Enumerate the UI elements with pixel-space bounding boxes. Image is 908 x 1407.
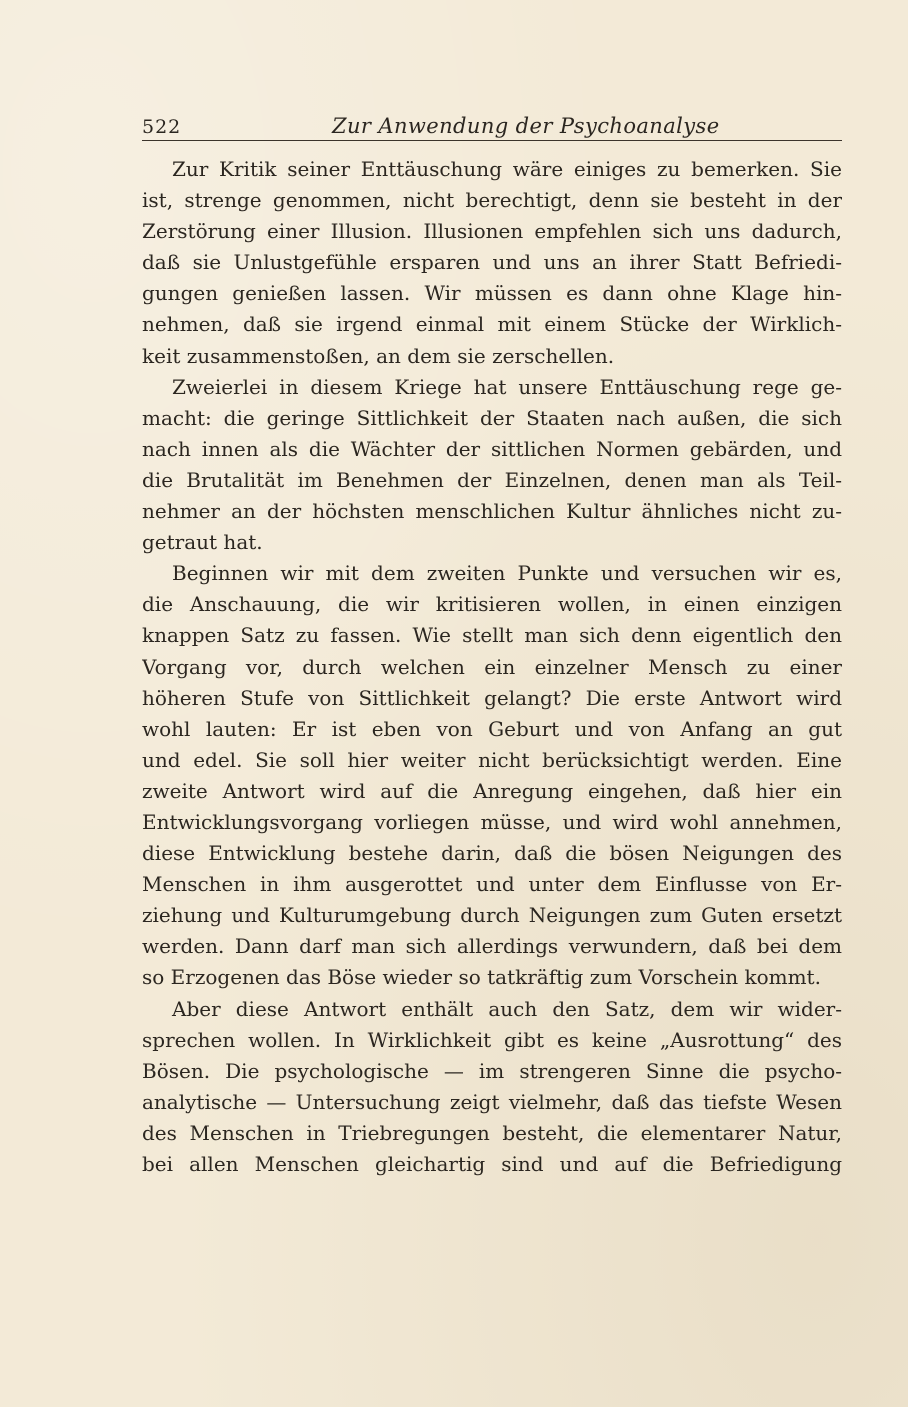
text-line: diese Entwicklung bestehe darin, daß die bösen Neigungen des bbox=[142, 841, 842, 866]
text-line: höheren Stufe von Sittlichkeit gelangt? Die erste Antwort wird bbox=[142, 685, 842, 710]
text-line: macht: die geringe Sittlichkeit der Staaten nach außen, die sich bbox=[142, 405, 842, 430]
text-line: Vorgang vor, durch welchen ein einzelner Mensch zu einer bbox=[142, 654, 842, 679]
text-line: ziehung und Kulturumgebung durch Neigungen zum Guten ersetzt bbox=[142, 903, 842, 928]
text-line: ist, strenge genommen, nicht berechtigt, denn sie besteht in der bbox=[142, 188, 842, 213]
running-head: Zur Anwendung der Psychoanalyse bbox=[332, 114, 720, 138]
text-line: keit zusammenstoßen, an dem sie zerschellen. bbox=[142, 343, 615, 368]
text-line: getraut hat. bbox=[142, 530, 263, 555]
text-line: des Menschen in Triebregungen besteht, die elementarer Natur, bbox=[142, 1120, 842, 1145]
text-line: zweite Antwort wird auf die Anregung eingehen, daß hier ein bbox=[142, 778, 842, 803]
text-line: die Anschauung, die wir kritisieren wollen, in einen einzigen bbox=[142, 592, 842, 617]
text-line: Aber diese Antwort enthält auch den Satz, dem wir wider- bbox=[172, 996, 842, 1021]
text-line: bei allen Menschen gleichartig sind und auf die Befriedigung bbox=[142, 1152, 842, 1176]
text-line: daß sie Unlustgefühle ersparen und uns an ihrer Statt Befriedi- bbox=[142, 250, 842, 275]
text-line: Beginnen wir mit dem zweiten Punkte und versuchen wir es, bbox=[172, 561, 842, 586]
text-line: so Erzogenen das Böse wieder so tatkräftig zum Vorschein kommt. bbox=[142, 965, 821, 990]
text-line: Zur Kritik seiner Enttäuschung wäre einiges zu bemerken. Sie bbox=[172, 157, 842, 181]
text-line: nehmer an der höchsten menschlichen Kultur ähnliches nicht zu- bbox=[142, 499, 842, 524]
text-line: werden. Dann darf man sich allerdings verwundern, daß bei dem bbox=[142, 934, 842, 959]
text-line: analytische — Untersuchung zeigt vielmehr, daß das tiefste Wesen bbox=[142, 1089, 842, 1114]
page-number: 522 bbox=[142, 116, 182, 138]
body-text bbox=[142, 154, 842, 1180]
text-line: knappen Satz zu fassen. Wie stellt man sich denn eigentlich den bbox=[142, 623, 842, 648]
text-line: nehmen, daß sie irgend einmal mit einem Stücke der Wirklich- bbox=[142, 312, 842, 337]
text-line: Zweierlei in diesem Kriege hat unsere Enttäuschung rege ge- bbox=[172, 374, 842, 399]
text-line: nach innen als die Wächter der sittlichen Normen gebärden, und bbox=[142, 436, 842, 461]
text-line: Bösen. Die psychologische — im strengeren Sinne die psycho- bbox=[142, 1058, 842, 1083]
text-line: wohl lauten: Er ist eben von Geburt und von Anfang an gut bbox=[142, 716, 842, 741]
text-line: die Brutalität im Benehmen der Einzelnen, denen man als Teil- bbox=[142, 467, 842, 492]
text-line: Entwicklungsvorgang vorliegen müsse, und wird wohl annehmen, bbox=[142, 809, 842, 834]
text-line: und edel. Sie soll hier weiter nicht berücksichtigt werden. Eine bbox=[142, 747, 842, 772]
text-line: gungen genießen lassen. Wir müssen es dann ohne Klage hin- bbox=[142, 281, 842, 306]
text-line: Zerstörung einer Illusion. Illusionen empfehlen sich uns dadurch, bbox=[142, 219, 842, 244]
text-line: Menschen in ihm ausgerottet und unter dem Einflusse von Er- bbox=[142, 872, 842, 897]
text-line: sprechen wollen. In Wirklichkeit gibt es keine „Ausrottung“ des bbox=[142, 1027, 842, 1052]
page-header bbox=[142, 112, 842, 141]
